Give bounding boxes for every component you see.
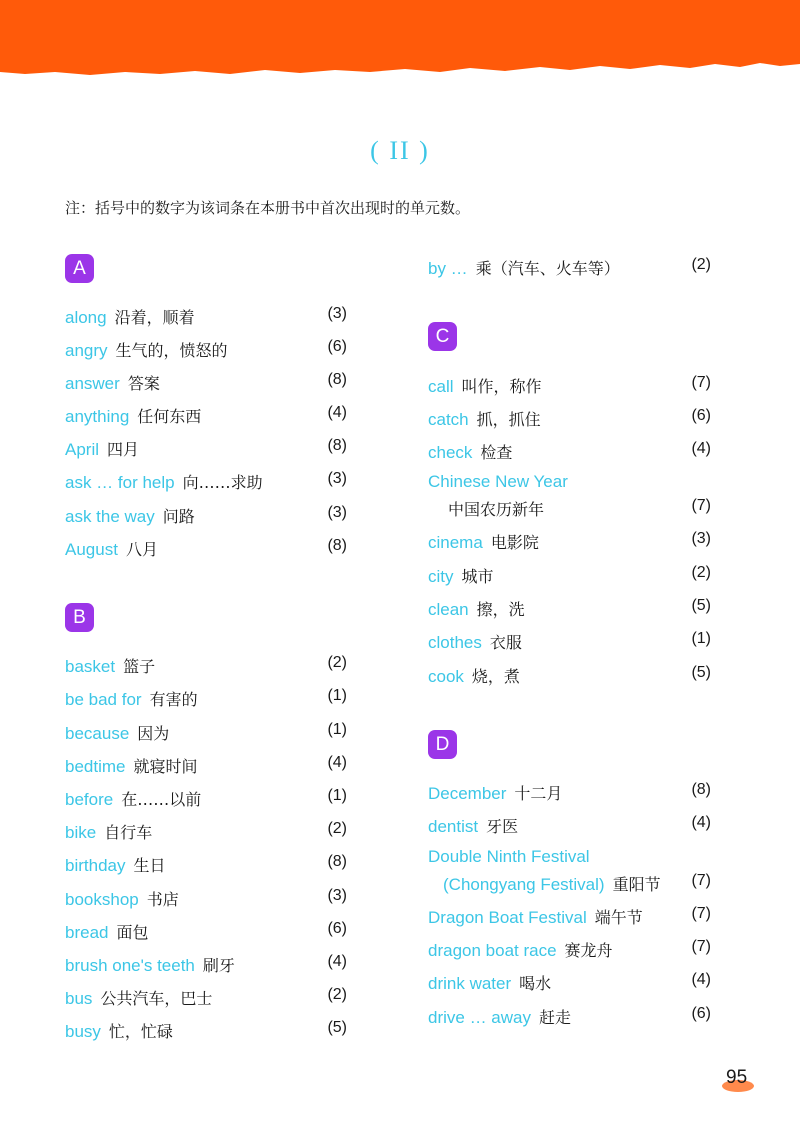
entry-unit: (8) [327, 371, 347, 388]
entry-english: December [428, 784, 507, 803]
entry-english: catch [428, 410, 469, 429]
entry [65, 986, 347, 1010]
entry-english: cook [428, 667, 464, 686]
entry [428, 530, 711, 554]
entry-unit: (4) [691, 814, 711, 831]
entry-unit: (6) [691, 1005, 711, 1022]
entry-chinese: 赛龙舟 [564, 941, 613, 960]
entry-english: call [428, 377, 454, 396]
header-band [0, 0, 800, 78]
entry-chinese: 牙医 [486, 817, 519, 836]
entry-chinese: 四月 [107, 440, 140, 459]
entry-chinese: 公共汽车，巴士 [100, 989, 213, 1008]
entry-continuation [428, 872, 711, 896]
entry [65, 787, 347, 811]
entry-unit: (2) [327, 654, 347, 671]
entry-english: dentist [428, 817, 479, 836]
entry-english: bike [65, 823, 97, 842]
entry-english: because [65, 724, 130, 743]
entry-english: Chinese New Year [428, 472, 568, 491]
entry-unit: (3) [327, 504, 347, 521]
entry-unit: (7) [691, 374, 711, 391]
entry-unit: (5) [691, 664, 711, 681]
entry-english: anything [65, 407, 130, 426]
entry-unit: (4) [327, 754, 347, 771]
page-number [722, 1066, 756, 1096]
entry [65, 371, 347, 395]
entry-chinese: 自行车 [104, 823, 153, 842]
entry-english: drink water [428, 974, 512, 993]
entry-english: basket [65, 657, 116, 676]
entry [428, 814, 711, 838]
entry [65, 470, 347, 494]
entry [65, 1019, 347, 1043]
entry-english: birthday [65, 856, 126, 875]
entry-chinese: 端午节 [594, 908, 643, 927]
entry [65, 920, 347, 944]
entry-english: bedtime [65, 757, 126, 776]
entry-chinese: 检查 [480, 443, 513, 462]
entry-english: along [65, 308, 107, 327]
entry-english: by … [428, 259, 468, 278]
entry-chinese: 向……求助 [182, 473, 263, 492]
entry-unit: (6) [327, 338, 347, 355]
entry-english: dragon boat race [428, 941, 557, 960]
entry-unit: (4) [327, 953, 347, 970]
entry-english: ask … for help [65, 473, 175, 492]
entry-chinese: 乘（汽车、火车等） [475, 259, 620, 278]
entry-unit: (4) [691, 971, 711, 988]
entry [65, 853, 347, 877]
entry-chinese: 生气的，愤怒的 [115, 341, 228, 360]
entry-english: August [65, 540, 118, 559]
entry-chinese: 喝水 [519, 974, 552, 993]
entry [65, 887, 347, 911]
entry-unit: (8) [691, 781, 711, 798]
entry-unit: (8) [327, 437, 347, 454]
entry-unit: (8) [327, 853, 347, 870]
entry-chinese: 忙，忙碌 [108, 1022, 173, 1041]
entry-chinese: 有害的 [149, 690, 198, 709]
entry-chinese: 刷牙 [202, 956, 235, 975]
entry [65, 537, 347, 561]
entry [65, 305, 347, 329]
entry-english: check [428, 443, 473, 462]
entry [65, 404, 347, 428]
letter-badge-c: C [428, 322, 457, 351]
entry [65, 437, 347, 461]
entry-chinese: 抓，抓住 [476, 410, 541, 429]
entry-english: Double Ninth Festival [428, 847, 590, 866]
entry-english: drive … away [428, 1008, 531, 1027]
entry [428, 664, 711, 688]
entry [428, 374, 711, 398]
entry [428, 256, 711, 280]
entry-unit: (2) [691, 256, 711, 273]
entry [65, 754, 347, 778]
entry [428, 1005, 711, 1029]
entry-unit: (3) [327, 887, 347, 904]
entry-unit: (2) [327, 820, 347, 837]
entry-unit: (7) [691, 872, 711, 889]
letter-badge-a: A [65, 254, 94, 283]
entry [428, 781, 711, 805]
entry-english: clean [428, 600, 469, 619]
entry-chinese: 衣服 [489, 633, 522, 652]
entry-chinese: 任何东西 [137, 407, 202, 426]
entry [428, 597, 711, 621]
entry-chinese: 叫作，称作 [461, 377, 542, 396]
entry-unit: (1) [327, 721, 347, 738]
entry-unit: (1) [691, 630, 711, 647]
entry-unit: (5) [691, 597, 711, 614]
entry-unit: (1) [327, 787, 347, 804]
entry-english: busy [65, 1022, 101, 1041]
entry-chinese: 电影院 [490, 533, 539, 552]
entry-unit: (3) [691, 530, 711, 547]
entry [65, 654, 347, 678]
entry-unit: (1) [327, 687, 347, 704]
entry-unit: (2) [691, 564, 711, 581]
entry-chinese: 问路 [162, 507, 195, 526]
entry [428, 407, 711, 431]
entry [428, 564, 711, 588]
entry [65, 687, 347, 711]
entry [65, 820, 347, 844]
entry [428, 938, 711, 962]
entry-english: Dragon Boat Festival [428, 908, 587, 927]
entry [65, 953, 347, 977]
letter-badge-b: B [65, 603, 94, 632]
entry-unit: (8) [327, 537, 347, 554]
entry-english: answer [65, 374, 120, 393]
entry-unit: (3) [327, 305, 347, 322]
entry [65, 504, 347, 528]
entry-unit: (7) [691, 497, 711, 514]
entry [65, 338, 347, 362]
entry-english: bread [65, 923, 109, 942]
entry-unit: (4) [691, 440, 711, 457]
entry [428, 472, 711, 496]
entry-unit: (6) [691, 407, 711, 424]
entry [428, 630, 711, 654]
entry-unit: (4) [327, 404, 347, 421]
entry-english: ask the way [65, 507, 155, 526]
entry-chinese: 擦，洗 [476, 600, 525, 619]
entry-unit: (6) [327, 920, 347, 937]
entry-unit: (3) [327, 470, 347, 487]
entry-english-cont: (Chongyang Festival) [443, 875, 605, 894]
entry-english: bus [65, 989, 93, 1008]
letter-badge-d: D [428, 730, 457, 759]
entry-chinese: 中国农历新年 [448, 500, 545, 519]
entry-chinese: 沿着，顺着 [114, 308, 195, 327]
entry-chinese: 城市 [461, 567, 494, 586]
entry-unit: (7) [691, 905, 711, 922]
entry-chinese: 烧，煮 [471, 667, 520, 686]
entry-english: be bad for [65, 690, 142, 709]
entry-chinese: 生日 [133, 856, 166, 875]
entry-chinese: 赶走 [538, 1008, 571, 1027]
entry-chinese: 十二月 [514, 784, 563, 803]
entry [65, 721, 347, 745]
entry-english: brush one's teeth [65, 956, 195, 975]
entry-english: city [428, 567, 454, 586]
entry-chinese: 在……以前 [121, 790, 202, 809]
entry [428, 971, 711, 995]
entry-english: cinema [428, 533, 483, 552]
entry-chinese: 面包 [116, 923, 149, 942]
entry [428, 440, 711, 464]
entry-english: angry [65, 341, 108, 360]
entry-english: bookshop [65, 890, 139, 909]
entry-chinese: 书店 [146, 890, 179, 909]
entry-chinese: 篮子 [123, 657, 156, 676]
entry-english: before [65, 790, 114, 809]
section-title: ( II ) [370, 136, 430, 165]
entry-chinese: 八月 [125, 540, 158, 559]
entry-unit: (5) [327, 1019, 347, 1036]
entry [428, 905, 711, 929]
entry-chinese: 就寝时间 [133, 757, 198, 776]
entry-english: April [65, 440, 100, 459]
entry-unit: (7) [691, 938, 711, 955]
entry-continuation [428, 497, 711, 521]
page-number-text: 95 [726, 1067, 748, 1088]
note-text: 注：括号中的数字为该词条在本册书中首次出现时的单元数。 [65, 199, 471, 217]
entry-unit: (2) [327, 986, 347, 1003]
entry-chinese: 重阳节 [612, 875, 661, 894]
entry [428, 847, 711, 871]
entry-english: clothes [428, 633, 482, 652]
entry-chinese: 答案 [127, 374, 160, 393]
entry-chinese: 因为 [137, 724, 170, 743]
